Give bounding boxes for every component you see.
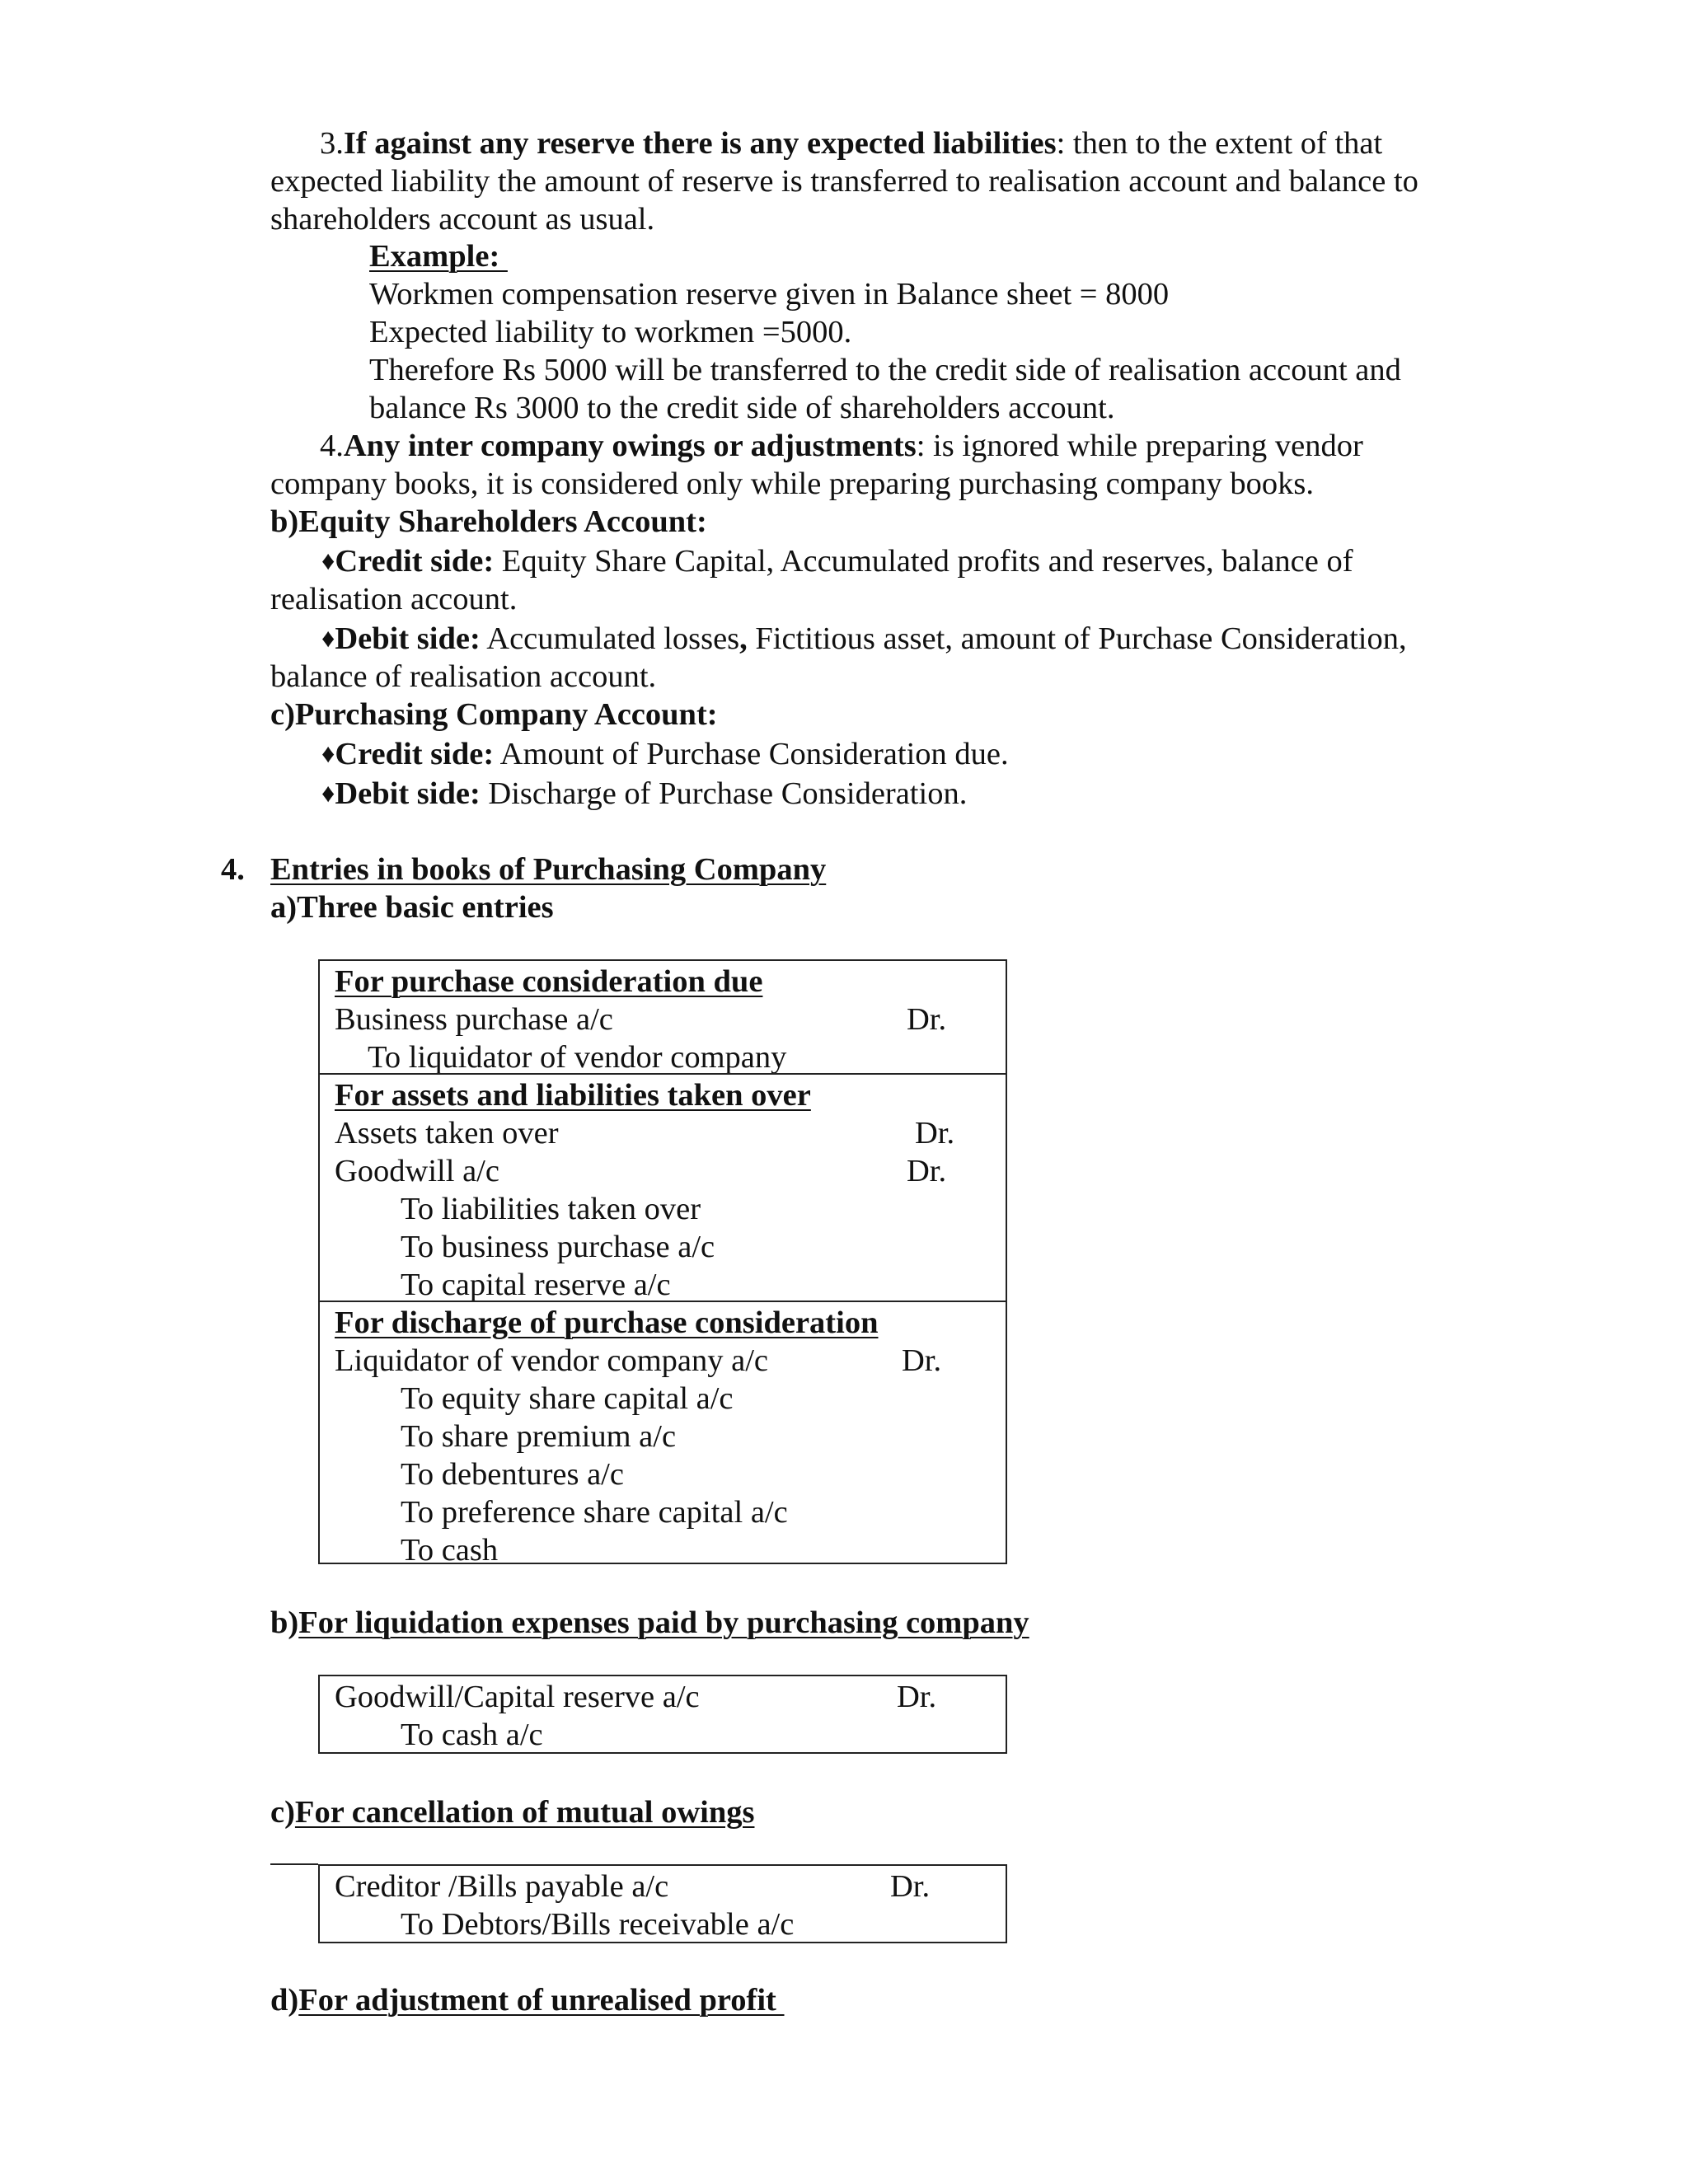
- diamond-bullet-icon: ♦: [321, 546, 335, 575]
- al-credit-1: To liabilities taken over: [401, 1192, 701, 1226]
- example-heading: Example:: [369, 239, 508, 274]
- intercompany-point-line1: [320, 427, 1363, 465]
- unrealised-title: For adjustment of unrealised profit: [298, 1983, 785, 2018]
- example-line2: Expected liability to workmen =5000.: [369, 315, 852, 349]
- liquidation-heading: [270, 1604, 1029, 1642]
- stray-rule: [270, 1863, 318, 1865]
- purchasing-credit-text: Amount of Purchase Consideration due.: [494, 737, 1009, 771]
- reserve-point-line2: expected liability the amount of reserve is transferred to realisation account and balance to: [270, 164, 1418, 199]
- purchasing-credit-line: [321, 735, 1009, 774]
- pc-heading: For purchase consideration due: [335, 964, 763, 999]
- dc-credit-5: To cash: [401, 1533, 499, 1568]
- al-dr-2: Dr.: [907, 1154, 947, 1188]
- mutual-title: For cancellation of mutual owings: [294, 1795, 755, 1830]
- diamond-bullet-icon: ♦: [321, 623, 335, 653]
- mutual-prefix: c): [270, 1795, 295, 1830]
- equity-credit-text: Equity Share Capital, Accumulated profits and reserves, balance of: [494, 544, 1353, 579]
- example-line1: Workmen compensation reserve given in Balance sheet = 8000: [369, 277, 1170, 312]
- equity-debit-text-a: Accumulated losses: [480, 621, 740, 656]
- example-line4: balance Rs 3000 to the credit side of shareholders account.: [369, 391, 1115, 425]
- mutual-box: [318, 1864, 1007, 1943]
- al-dr-1: Dr.: [915, 1116, 955, 1151]
- pc-dr: Dr.: [907, 1002, 947, 1037]
- equity-credit-line1: [321, 542, 1353, 581]
- equity-credit-line2: realisation account.: [270, 582, 518, 616]
- equity-debit-label: Debit side:: [335, 621, 481, 656]
- intercompany-point-bold: Any inter company owings or adjustments: [343, 429, 917, 463]
- dc-credit-3: To debentures a/c: [401, 1457, 624, 1492]
- liquidation-box: [318, 1675, 1007, 1754]
- liquidation-dr: Dr.: [897, 1680, 937, 1714]
- al-debit-2: Goodwill a/c: [335, 1154, 499, 1188]
- purchasing-account-heading: c)Purchasing Company Account:: [270, 697, 718, 732]
- section4-number: 4.: [221, 852, 245, 887]
- intercompany-point-rest: : is ignored while preparing vendor: [916, 429, 1363, 463]
- mutual-debit-line: Creditor /Bills payable a/c: [335, 1869, 669, 1904]
- al-credit-3: To capital reserve a/c: [401, 1268, 671, 1302]
- separator-1: [320, 1073, 1006, 1075]
- liquidation-debit-line: Goodwill/Capital reserve a/c: [335, 1680, 700, 1714]
- liquidation-prefix: b): [270, 1605, 299, 1640]
- purchasing-credit-label: Credit side:: [335, 737, 495, 771]
- purchasing-debit-label: Debit side:: [335, 776, 481, 811]
- section4-title: Entries in books of Purchasing Company: [270, 852, 827, 887]
- reserve-point-line1: [320, 124, 1382, 162]
- dc-credit-2: To share premium a/c: [401, 1419, 677, 1454]
- unrealised-heading: [270, 1981, 785, 2019]
- example-line3: Therefore Rs 5000 will be transferred to the credit side of realisation account and: [369, 353, 1401, 387]
- dc-heading: For discharge of purchase consideration: [335, 1305, 879, 1340]
- diamond-bullet-icon: ♦: [321, 738, 335, 768]
- liquidation-credit-line: To cash a/c: [401, 1718, 543, 1752]
- mutual-dr: Dr.: [890, 1869, 931, 1904]
- dc-credit-4: To preference share capital a/c: [401, 1495, 788, 1530]
- intercompany-point-line2: company books, it is considered only while preparing purchasing company books.: [270, 466, 1314, 501]
- purchasing-debit-text: Discharge of Purchase Consideration.: [480, 776, 968, 811]
- equity-debit-line2: balance of realisation account.: [270, 659, 657, 694]
- reserve-point-number: 3.: [320, 126, 344, 161]
- dc-dr: Dr.: [902, 1343, 942, 1378]
- al-heading: For assets and liabilities taken over: [335, 1078, 811, 1113]
- equity-debit-line1: [321, 620, 1407, 658]
- diamond-bullet-icon: ♦: [321, 778, 335, 808]
- intercompany-point-number: 4.: [320, 429, 344, 463]
- unrealised-prefix: d): [270, 1983, 299, 2018]
- liquidation-title: For liquidation expenses paid by purchasing company: [298, 1605, 1029, 1640]
- equity-debit-comma: ,: [739, 621, 748, 656]
- section4-sub-a: a)Three basic entries: [270, 890, 554, 925]
- dc-debit-line: Liquidator of vendor company a/c: [335, 1343, 768, 1378]
- dc-credit-1: To equity share capital a/c: [401, 1381, 734, 1416]
- reserve-point-rest: : then to the extent of that: [1056, 126, 1383, 161]
- pc-credit-line: To liquidator of vendor company: [368, 1040, 787, 1075]
- reserve-point-bold: If against any reserve there is any expected liabilities: [343, 126, 1057, 161]
- separator-2: [320, 1301, 1006, 1302]
- mutual-credit-line: To Debtors/Bills receivable a/c: [401, 1907, 795, 1942]
- equity-account-heading: b)Equity Shareholders Account:: [270, 504, 707, 539]
- al-debit-1: Assets taken over: [335, 1116, 559, 1151]
- pc-debit-line: Business purchase a/c: [335, 1002, 613, 1037]
- mutual-heading: [270, 1793, 754, 1831]
- equity-credit-label: Credit side:: [335, 544, 495, 579]
- basic-entries-box: [318, 959, 1007, 1568]
- purchasing-debit-line: [321, 775, 967, 813]
- reserve-point-line3: shareholders account as usual.: [270, 202, 655, 237]
- equity-debit-text-b: Fictitious asset, amount of Purchase Consideration,: [747, 621, 1407, 656]
- al-credit-2: To business purchase a/c: [401, 1230, 715, 1264]
